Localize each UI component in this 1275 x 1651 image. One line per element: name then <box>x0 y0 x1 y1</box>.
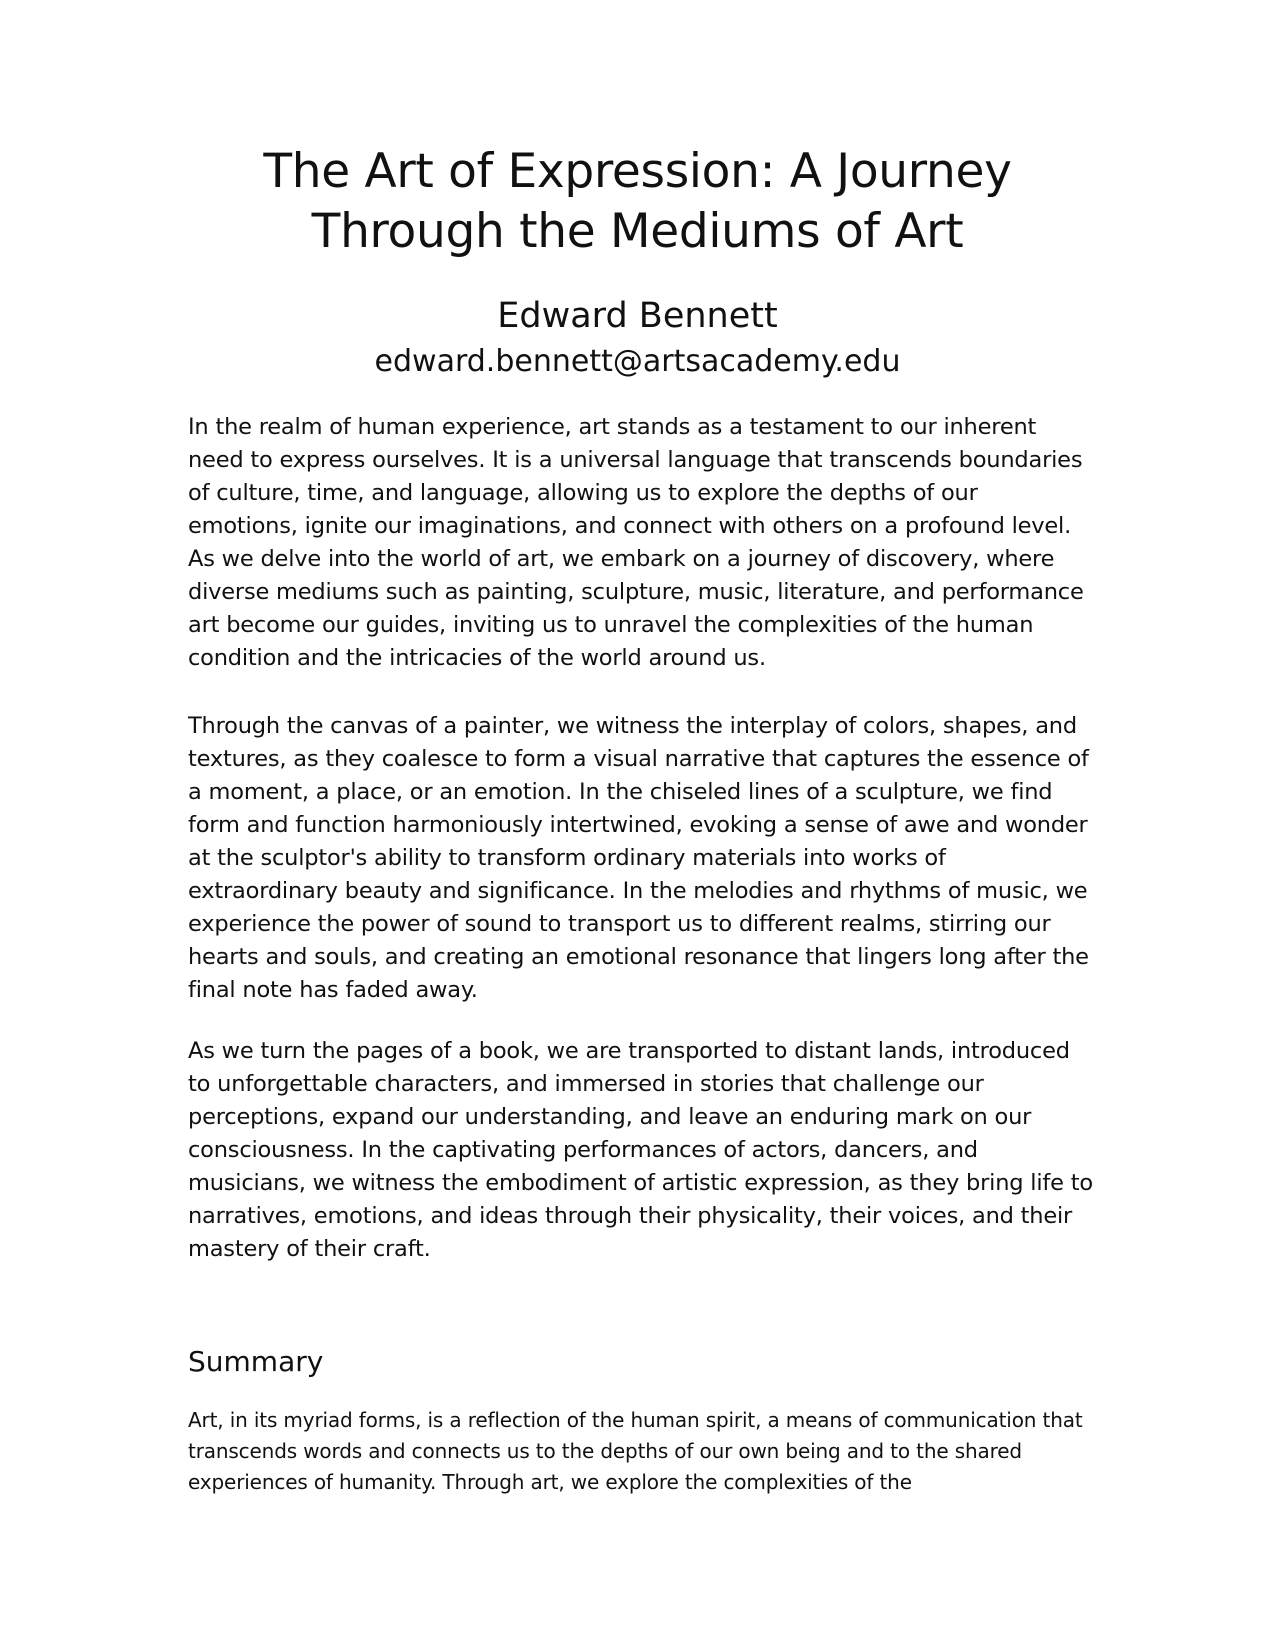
summary-heading: Summary <box>188 1345 324 1378</box>
body-paragraph: As we turn the pages of a book, we are transported to distant lands, introduced to unforgettable characters, and immersed in stories that challenge our perceptions, expand our understanding, and leave an enduring mark on our consciousness. In the captivating performances of actors, dancers, and musicians, we witness the embodiment of artistic expression, as they bring life to narratives, emotions, and ideas through their physicality, their voices, and their mastery of their craft. <box>188 1038 1093 1262</box>
author-name: Edward Bennett <box>497 296 778 336</box>
summary-paragraph: Art, in its myriad forms, is a reflection of the human spirit, a means of communication that transcends words and connects us to the depths of our own being and to the shared experiences of humanity. Through art, we explore the complexities of the <box>188 1408 1083 1494</box>
author-email: edward.bennett@artsacademy.edu <box>374 344 901 379</box>
body-paragraph: Through the canvas of a painter, we witness the interplay of colors, shapes, and textures, as they coalesce to form a visual narrative that captures the essence of a moment, a place, or an emotion. In the chiseled lines of a sculpture, we find form and function harmoniously intertwined, evoking a sense of awe and wonder at the sculptor's ability to transform ordinary materials into works of extraordinary beauty and significance. In the melodies and rhythms of music, we experience the power of sound to transport us to different realms, stirring our hearts and souls, and creating an emotional resonance that lingers long after the final note has faded away. <box>188 713 1089 1003</box>
body-paragraph: In the realm of human experience, art stands as a testament to our inherent need to express ourselves. It is a universal language that transcends boundaries of culture, time, and language, allowing us to explore the depths of our emotions, ignite our imaginations, and connect with others on a profound level. As we delve into the world of art, we embark on a journey of discovery, where diverse mediums such as painting, sculpture, music, literature, and performance art become our guides, inviting us to unravel the complexities of the human condition and the intricacies of the world around us. <box>188 414 1084 671</box>
document-title: The Art of Expression: A Journey Through the Mediums of Art <box>263 144 1012 259</box>
